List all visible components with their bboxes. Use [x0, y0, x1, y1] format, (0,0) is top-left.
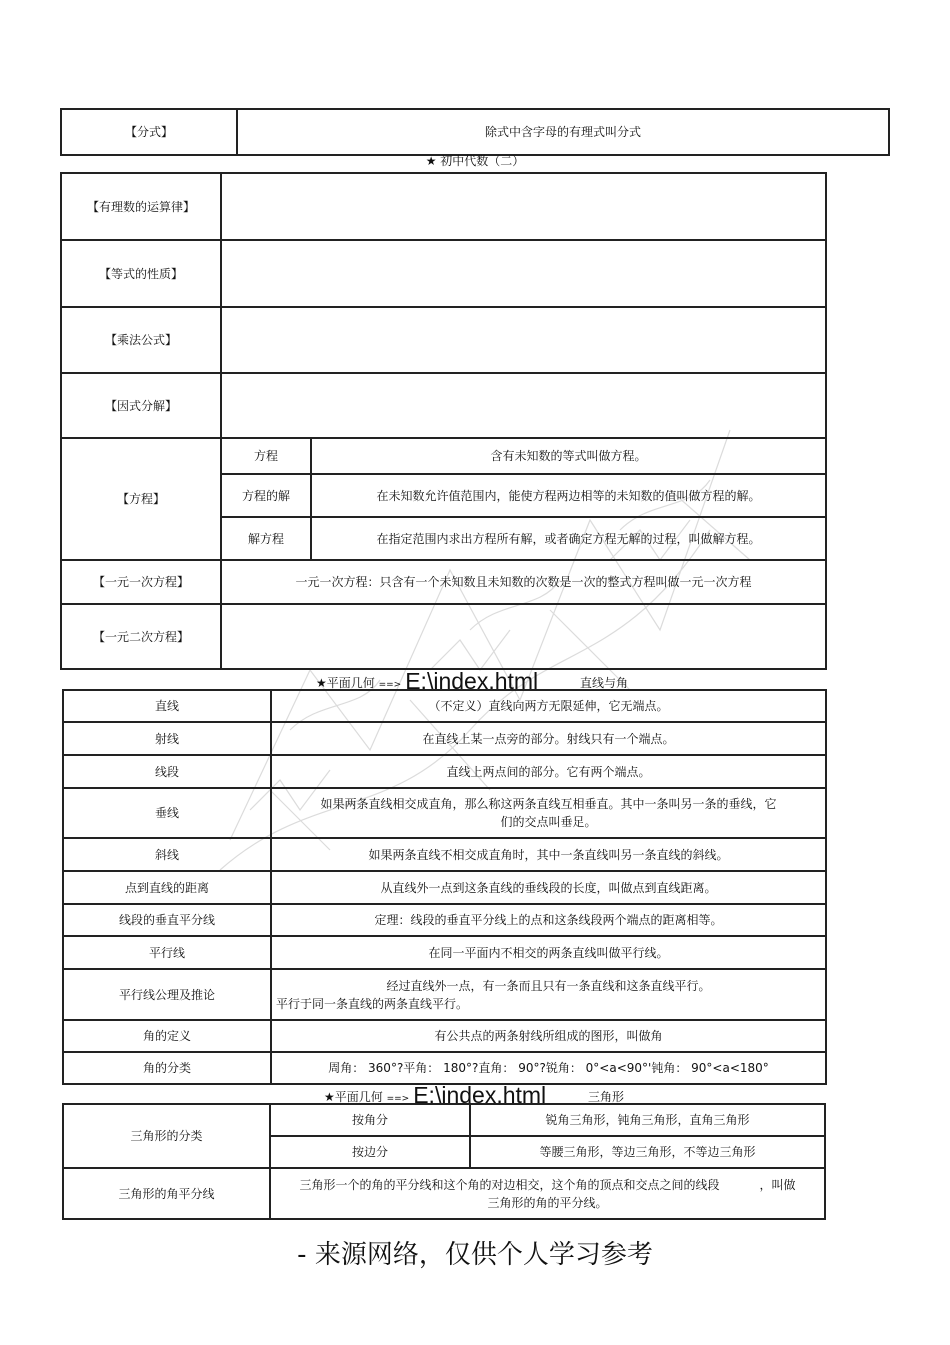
- definition-text: 三角形一个的角的平分线和这个角的对边相交，这个角的顶点和交点之间的线段: [299, 1177, 720, 1192]
- definition-cell: 有公共点的两条射线所组成的图形，叫做角: [271, 1020, 826, 1052]
- fraction-table: [60, 108, 890, 156]
- lines-angles-table: [62, 689, 827, 1085]
- term-cell: 角的定义: [63, 1020, 271, 1052]
- algebra-row-label: 【等式的性质】: [61, 240, 221, 307]
- algebra-row-label: 【一元二次方程】: [61, 604, 221, 669]
- definition-cell: 从直线外一点到这条直线的垂线段的长度，叫做点到直线距离。: [271, 871, 826, 904]
- algebra-row-label: 【因式分解】: [61, 373, 221, 438]
- algebra-row-label: 【乘法公式】: [61, 307, 221, 373]
- algebra-row-label: 【有理数的运算律】: [61, 173, 221, 240]
- definition-cell: 在直线上某一点旁的部分。射线只有一个端点。: [271, 722, 826, 755]
- classify-kinds-cell: 锐角三角形，钝角三角形，直角三角形: [470, 1104, 825, 1136]
- algebra-row-content: [221, 373, 826, 438]
- definition-cell: （不定义）直线向两方无限延伸，它无端点。: [271, 690, 826, 722]
- term-cell: 直线: [63, 690, 271, 722]
- term-cell: 平行线: [63, 936, 271, 969]
- term-cell: 平行线公理及推论: [63, 969, 271, 1020]
- section-prefix: ★平面几何: [316, 676, 375, 690]
- section-prefix: ★平面几何: [324, 1090, 383, 1104]
- definition-cell: 如果两条直线不相交成直角时，其中一条直线叫另一条直线的斜线。: [271, 838, 826, 871]
- definition-line: [275, 1176, 820, 1194]
- definition-line: 如果两条直线相交成直角，那么称这两条直线互相垂直。其中一条叫另一条的垂线，它: [320, 797, 777, 811]
- fraction-label: 【分式】: [61, 109, 237, 155]
- section-topic: 直线与角: [580, 676, 629, 690]
- definition-line: 平行于同一条直线的两条直线平行。: [276, 996, 469, 1011]
- index-link[interactable]: E:\index.html: [405, 668, 539, 694]
- algebra-row-content: [221, 240, 826, 307]
- equation-definition: 在未知数允许值范围内，能使方程两边相等的未知数的值叫做方程的解。: [311, 474, 826, 517]
- classify-by-cell: 按角分: [270, 1104, 470, 1136]
- equation-definition: 含有未知数的等式叫做方程。: [311, 438, 826, 474]
- definition-cell: 周角： 360°?平角： 180°?直角： 90°?锐角： 0°<a<90°'钝角： 90°<a<180°: [271, 1052, 826, 1084]
- equation-definition: 在指定范围内求出方程所有解，或者确定方程无解的过程，叫做解方程。: [311, 517, 826, 560]
- equation-term: 方程的解: [221, 474, 311, 517]
- definition-cell: [271, 969, 826, 1020]
- algebra-row-content: [221, 173, 826, 240]
- fraction-definition: 除式中含字母的有理式叫分式: [237, 109, 889, 155]
- triangle-classification-label: 三角形的分类: [63, 1104, 270, 1168]
- angle-bisector-definition: [270, 1168, 825, 1219]
- term-cell: 点到直线的距离: [63, 871, 271, 904]
- triangles-table: [62, 1103, 826, 1220]
- equation-term: 方程: [221, 438, 311, 474]
- algebra-row-label: 【一元一次方程】: [61, 560, 221, 604]
- algebra-row-content: [221, 604, 826, 669]
- algebra-table: [60, 172, 827, 670]
- section-topic: 三角形: [588, 1090, 625, 1104]
- angle-bisector-label: 三角形的角平分线: [63, 1168, 270, 1219]
- definition-cell: 定理：线段的垂直平分线上的点和这条线段两个端点的距离相等。: [271, 904, 826, 936]
- definition-cell: 直线上两点间的部分。它有两个端点。: [271, 755, 826, 788]
- term-cell: 角的分类: [63, 1052, 271, 1084]
- footer-note: - 来源网络，仅供个人学习参考: [297, 1240, 653, 1270]
- equation-label: 【方程】: [61, 438, 221, 560]
- term-cell: 线段的垂直平分线: [63, 904, 271, 936]
- arrow-text: ==>: [378, 680, 402, 690]
- term-cell: 斜线: [63, 838, 271, 871]
- definition-line: 们的交点叫垂足。: [500, 815, 597, 829]
- classify-by-cell: 按边分: [270, 1136, 470, 1168]
- equation-term: 解方程: [221, 517, 311, 560]
- term-cell: 线段: [63, 755, 271, 788]
- index-link[interactable]: E:\index.html: [413, 1082, 547, 1108]
- term-cell: 射线: [63, 722, 271, 755]
- definition-line: 经过直线外一点，有一条而且只有一条直线和这条直线平行。: [386, 978, 711, 993]
- arrow-text: ==>: [386, 1094, 410, 1104]
- classify-kinds-cell: 等腰三角形，等边三角形，不等边三角形: [470, 1136, 825, 1168]
- term-cell: 垂线: [63, 788, 271, 838]
- definition-line: 三角形的角的平分线。: [487, 1195, 608, 1210]
- definition-cell: 在同一平面内不相交的两条直线叫做平行线。: [271, 936, 826, 969]
- definition-text: ，叫做: [759, 1177, 796, 1192]
- section-algebra-heading: ★ 初中代数（二）: [425, 154, 525, 168]
- definition-cell: [271, 788, 826, 838]
- algebra-row-content: 一元一次方程：只含有一个未知数且未知数的次数是一次的整式方程叫做一元一次方程: [221, 560, 826, 604]
- algebra-row-content: [221, 307, 826, 373]
